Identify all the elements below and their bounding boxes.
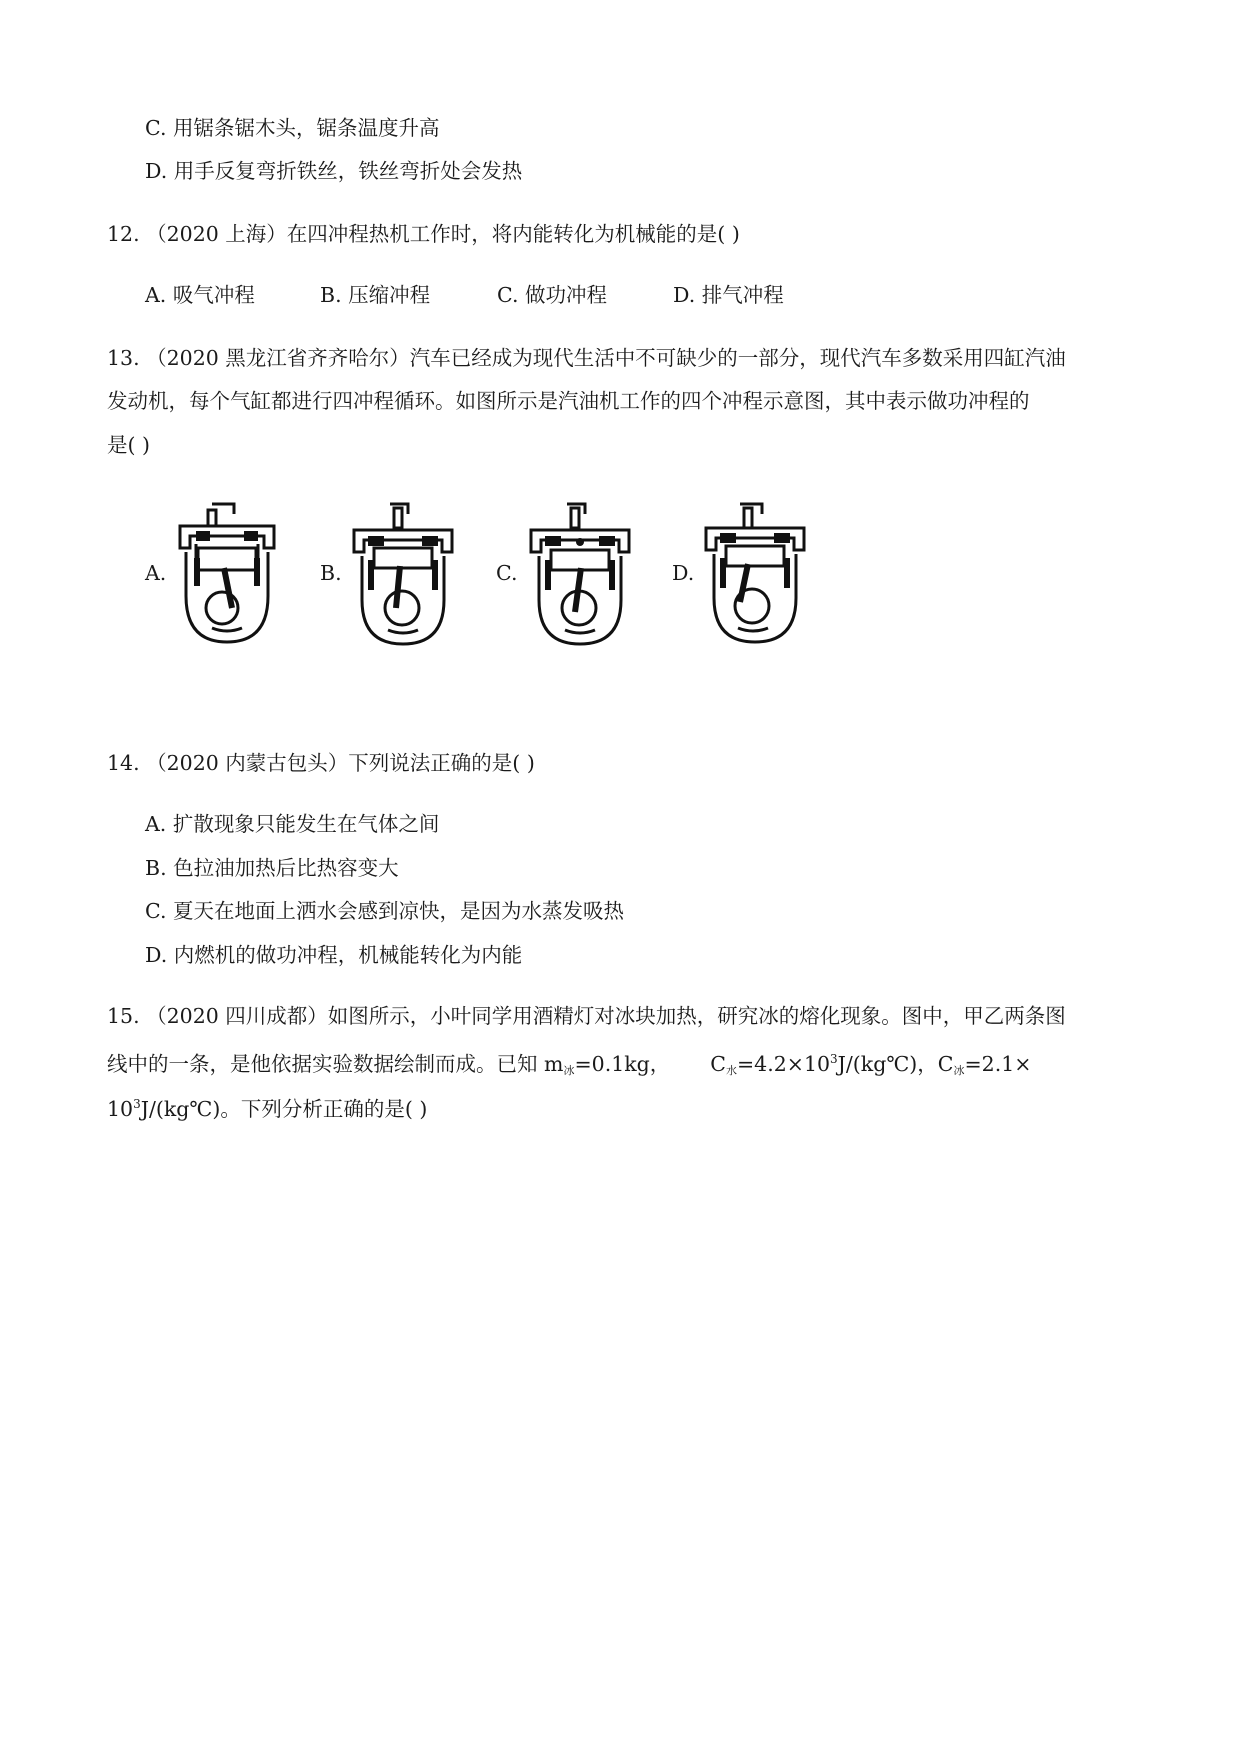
q12-options [145,281,945,309]
q12-option-d: D. 排气冲程 [673,283,784,307]
q12-option-b: B. 压缩冲程 [320,283,431,307]
q15-sub-water: 水 [725,1064,737,1077]
q15-sup-3-b: 3 [133,1097,141,1111]
q15-stem-line2-a: 线中的一条，是他依据实验数据绘制而成。已知 m [107,1052,564,1076]
q14-option-d: D. 内燃机的做功冲程，机械能转化为内能 [145,943,523,967]
q13-stem-line3: 是( ) [107,433,151,457]
q13-figure-label-a: A. [145,561,167,585]
q15-stem-line3-b: J/(kg℃)。下列分析正确的是( ) [140,1097,428,1121]
q12-stem: 12. （2020 上海）在四冲程热机工作时，将内能转化为机械能的是( ) [107,222,740,246]
q13-stem-line1: 13. （2020 黑龙江省齐齐哈尔）汽车已经成为现代生活中不可缺少的一部分，现代汽车多数采用四缸汽油 [107,346,1066,370]
q14-option-a: A. 扩散现象只能发生在气体之间 [145,812,440,836]
engine-diagram-intake [172,496,282,646]
q15-stem-line2-d: J/(kg℃)，C [837,1052,954,1076]
q15-stem-line2-b: =0.1kg， [574,1052,671,1076]
q15-stem-line2 [107,1045,1031,1085]
q15-sub-ice: 冰 [563,1064,575,1077]
engine-diagram-compression [348,496,458,646]
q14-option-b: B. 色拉油加热后比热容变大 [145,856,399,880]
q13-figure-label-d: D. [672,561,695,585]
q15-stem-line3 [107,1090,427,1123]
q13-figure-label-b: B. [320,561,342,585]
engine-diagram-power [525,496,635,646]
engine-diagram-exhaust [700,496,810,646]
q12-option-a: A. 吸气冲程 [145,283,255,307]
q13-stem-line2: 发动机，每个气缸都进行四冲程循环。如图所示是汽油机工作的四个冲程示意图，其中表示做功冲程的 [107,389,1030,413]
q14-stem: 14. （2020 内蒙古包头）下列说法正确的是( ) [107,751,535,775]
q14-option-c: C. 夏天在地面上洒水会感到凉快，是因为水蒸发吸热 [145,899,624,923]
q11-option-c: C. 用锯条锯木头，锯条温度升高 [145,116,440,140]
q15-stem-line1: 15. （2020 四川成都）如图所示，小叶同学用酒精灯对冰块加热，研究冰的熔化现象。图中，甲乙两条图 [107,1004,1066,1028]
q15-stem-line3-a: 10 [107,1097,134,1121]
q12-option-c: C. 做功冲程 [497,283,607,307]
q13-figure-label-c: C. [496,561,518,585]
q15-stem-line2-e: =2.1× [964,1052,1032,1076]
q15-sup-3-a: 3 [830,1052,838,1066]
q15-sub-ice-2: 冰 [953,1064,965,1077]
q11-option-d: D. 用手反复弯折铁丝，铁丝弯折处会发热 [145,159,523,183]
q15-stem-line2-c: =4.2×10 [736,1052,831,1076]
q15-c-symbol: C [710,1052,726,1076]
